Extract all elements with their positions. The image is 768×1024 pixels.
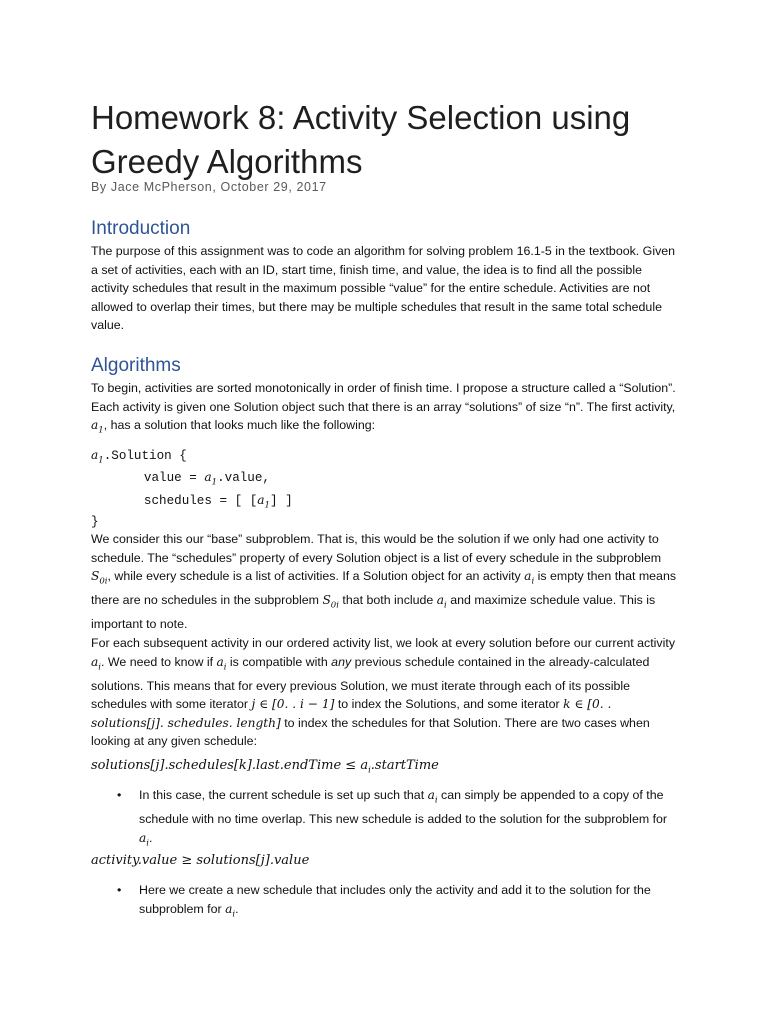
text-span: and maximize schedule value. This is important to note. (91, 593, 656, 632)
text-span: . (235, 901, 239, 916)
algorithms-paragraph-2 (91, 530, 681, 634)
heading-algorithms: Algorithms (91, 355, 181, 376)
math-sub: 0i (99, 576, 108, 587)
bullet-case-2 (117, 881, 682, 924)
text-span: to index the Solutions, and some iterator (334, 697, 564, 712)
math-ai (436, 593, 447, 611)
case-2-condition: activity.value ≥ solutions[j].value (91, 853, 310, 868)
bullet-dot: • (117, 788, 122, 802)
intro-paragraph: The purpose of this assignment was to code an algorithm for solving problem 16.1-5 in the textbook. Given a set of activities, each with an ID, start time, finish time, and value, the idea is to find all the possible activity schedules that result in the maximum possible “value” for the entire schedule. Activities are not allowed to overlap their times, but there may be multiple schedules that result in the same total schedule value. (91, 244, 676, 333)
math-s0i (322, 593, 339, 611)
text-span: . We need to know if (101, 654, 217, 669)
math-var: a (524, 569, 532, 584)
code-text: } (91, 515, 99, 530)
math-sub: 0i (330, 600, 339, 611)
math-var: a (91, 448, 99, 462)
math-a1 (91, 418, 104, 436)
math-sub: i (434, 795, 438, 806)
text-span: For each subsequent activity in our ordered activity list, we look at every solution before our current activity (91, 636, 676, 650)
algorithms-paragraph-1 (91, 379, 681, 440)
bullet-text (117, 881, 682, 924)
math-ai (139, 830, 149, 849)
math-sub: i (444, 600, 447, 611)
bullet-case-1 (117, 786, 682, 853)
math-sub: 1 (98, 425, 104, 436)
text-span: , has a solution that looks much like the following: (103, 418, 376, 433)
text-span: In this case, the current schedule is set up such that (139, 788, 428, 802)
math-var: a (257, 492, 265, 507)
code-text: value = (91, 471, 205, 486)
text-span: can simply be appended to a copy of the schedule with no time overlap. This new schedule is added to the solution for the subproblem for (139, 788, 668, 827)
code-text: .value, (217, 471, 270, 486)
code-var (257, 492, 270, 511)
emphasis-any: any (331, 654, 352, 669)
math-sub: 1 (264, 500, 270, 511)
math-sub: i (232, 909, 236, 920)
math-var: S (322, 593, 331, 608)
text-span: is compatible with (226, 654, 332, 669)
code-var (91, 448, 104, 466)
text-span: that both include (338, 593, 437, 608)
text-span: to index the schedules for that Solution. There are two cases when looking at any given schedule: (91, 715, 650, 749)
page-title (91, 96, 691, 184)
math-var: a (91, 654, 99, 669)
code-text: .Solution { (103, 449, 187, 463)
math-ai (91, 654, 101, 673)
heading-introduction: Introduction (91, 218, 191, 239)
text-span: previous schedule contained in the already-calculated solutions. This means that for every previous Solution, we must iterate through each of its possible schedules with some iterator (91, 654, 650, 712)
math-sub: i (98, 662, 101, 673)
math-var: a (91, 418, 99, 433)
title-line-1: Homework 8: Activity Selection using (91, 99, 631, 136)
math-var: S (91, 569, 100, 584)
math-ai (216, 654, 227, 673)
text-span: Here we create a new schedule that includes only the activity and add it to the solution for the subproblem for (139, 883, 651, 916)
code-text: schedules = [ [ (91, 493, 258, 508)
byline: By Jace McPherson, October 29, 2017 (91, 180, 327, 194)
math-var: a (204, 470, 212, 485)
math-sub: i (368, 765, 371, 776)
math-sub: 1 (211, 477, 218, 488)
math-s0i (91, 569, 108, 587)
math-var: a (225, 901, 233, 916)
math-sub: 1 (98, 455, 104, 466)
math-range-k: k ∈ [0. . solutions[j]. schedules. length] (91, 697, 612, 730)
math-var: a (139, 830, 147, 845)
math-var: a (216, 654, 224, 669)
math-ai (427, 788, 438, 806)
text-span: To begin, activities are sorted monotonically in order of finish time. I propose a structure called a “Solution”. Each activity is given one Solution object such that there is an array “solutions” of size “n”. The first activity, (91, 381, 676, 414)
math-sub: i (531, 576, 535, 587)
math-var: a (360, 758, 369, 773)
text-span: We consider this our “base” subproblem. That is, this would be the solution if we only had one activity to schedule. The “schedules” property of every Solution object is a list of every schedule in the subproblem (91, 532, 662, 565)
math-ai (225, 901, 236, 920)
math-var: a (427, 788, 435, 802)
case-1-condition (91, 758, 439, 776)
math-ai (524, 569, 535, 587)
text-span: . (149, 830, 153, 845)
text-span: is empty then that means there are no schedules in the subproblem (91, 569, 677, 608)
math-text: solutions[j].schedules[k].last.endTime ≤ (91, 758, 361, 773)
title-line-2: Greedy Algorithms (91, 143, 363, 180)
bullet-text (117, 786, 682, 853)
bullet-dot: • (117, 883, 122, 897)
code-var (204, 470, 218, 488)
math-range-j: j ∈ [0. . i − 1] (251, 697, 335, 712)
algorithms-paragraph-3 (91, 634, 681, 751)
code-block (91, 447, 681, 531)
code-text: ] ] (269, 493, 293, 508)
math-sub: i (146, 838, 149, 849)
math-sub: i (223, 662, 227, 673)
text-span: , while every schedule is a list of activities. If a Solution object for an activity (107, 569, 525, 584)
math-var: a (436, 593, 445, 608)
math-text: .startTime (370, 758, 439, 773)
